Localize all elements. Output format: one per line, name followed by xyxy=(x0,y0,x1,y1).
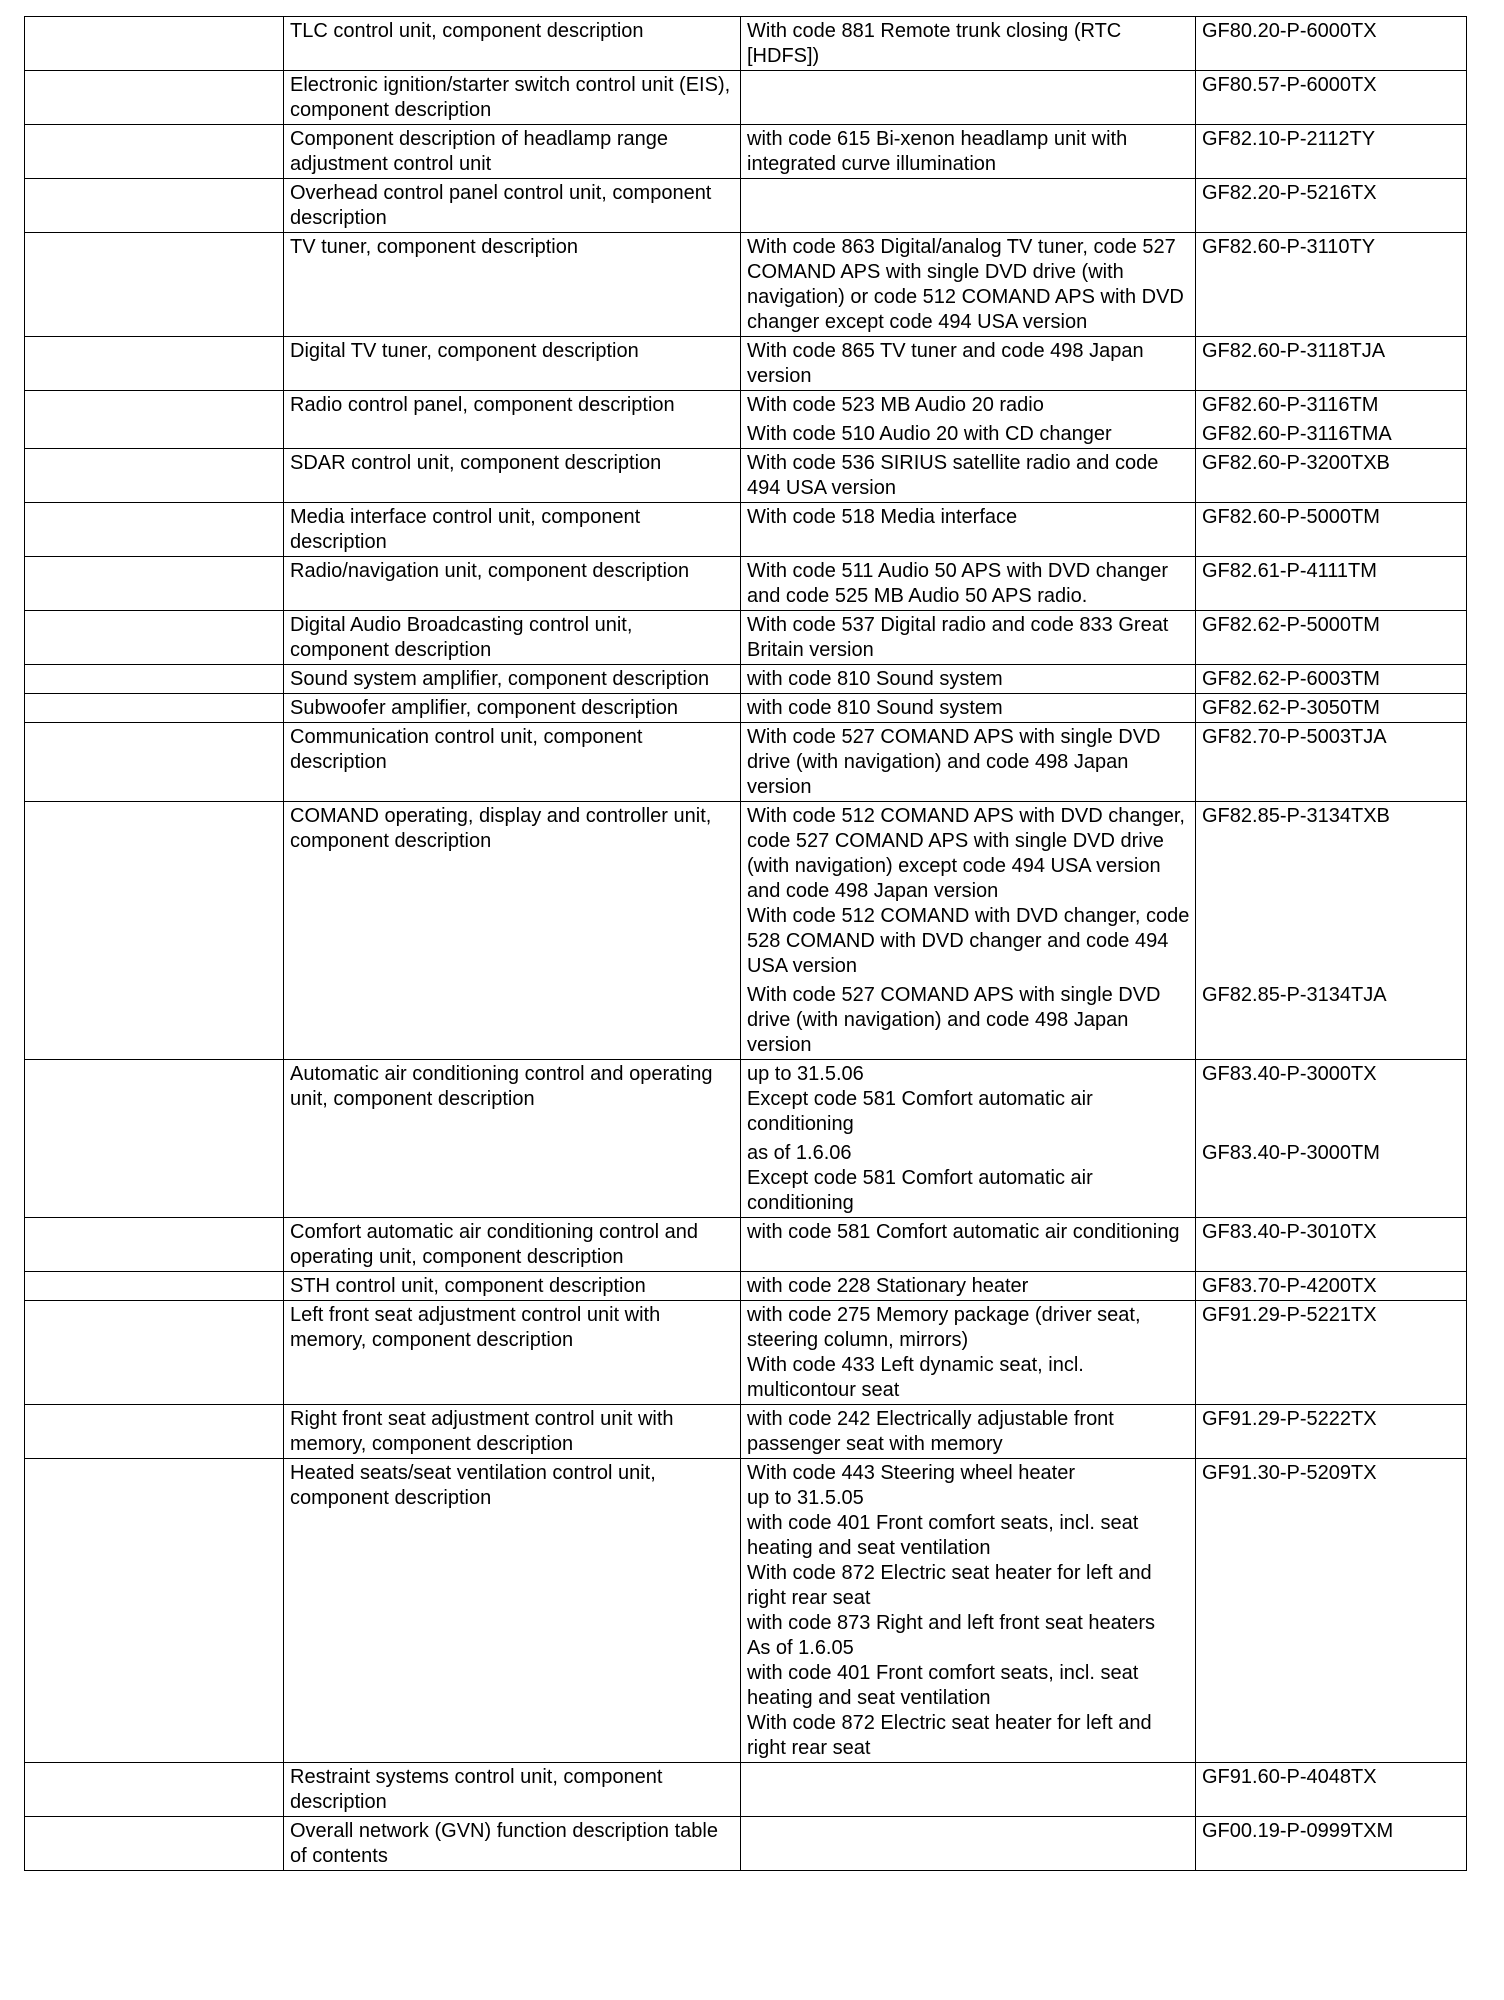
document-number-cell xyxy=(1196,611,1467,665)
table-row xyxy=(25,723,1467,802)
condition-entry xyxy=(747,422,1191,447)
document-number: GF82.20-P-5216TX xyxy=(1202,182,1377,204)
component-cell: Radio/navigation unit, component description xyxy=(284,557,741,611)
table-row xyxy=(25,557,1467,611)
condition-line: with code 242 Electrically adjustable front passenger seat with memory xyxy=(747,1408,1120,1455)
condition-cell xyxy=(741,665,1196,694)
condition-entry xyxy=(747,1141,1191,1216)
blank-cell xyxy=(25,723,284,802)
document-number-cell xyxy=(1196,233,1467,337)
document-number-cell xyxy=(1196,391,1467,449)
document-number-cell xyxy=(1196,449,1467,503)
condition-line: as of 1.6.06 xyxy=(747,1142,852,1164)
document-number-cell xyxy=(1196,1301,1467,1405)
blank-cell xyxy=(25,1218,284,1272)
condition-cell xyxy=(741,1060,1196,1218)
condition-cell xyxy=(741,1405,1196,1459)
condition-line: With code 527 COMAND APS with single DVD drive (with navigation) and code 498 Japan version xyxy=(747,984,1167,1056)
component-cell: SDAR control unit, component description xyxy=(284,449,741,503)
blank-cell xyxy=(25,71,284,125)
table-row xyxy=(25,1459,1467,1763)
condition-line: With code 537 Digital radio and code 833 Great Britain version xyxy=(747,614,1174,661)
condition-entry xyxy=(747,1303,1191,1403)
condition-line: With code 536 SIRIUS satellite radio and code 494 USA version xyxy=(747,452,1164,499)
condition-cell xyxy=(741,1218,1196,1272)
document-number-cell xyxy=(1196,179,1467,233)
blank-cell xyxy=(25,1272,284,1301)
condition-entry xyxy=(747,559,1191,609)
document-number: GF82.61-P-4111TM xyxy=(1202,560,1377,582)
condition-line: With code 872 Electric seat heater for left and right rear seat xyxy=(747,1562,1158,1609)
blank-cell xyxy=(25,337,284,391)
condition-entry xyxy=(747,667,1191,692)
condition-line: With code 510 Audio 20 with CD changer xyxy=(747,423,1112,445)
condition-line: up to 31.5.06 xyxy=(747,1063,864,1085)
condition-line: up to 31.5.05 xyxy=(747,1487,864,1509)
table-row xyxy=(25,1301,1467,1405)
condition-cell xyxy=(741,391,1196,449)
document-number: GF80.57-P-6000TX xyxy=(1202,74,1377,96)
table-row xyxy=(25,802,1467,1060)
condition-entry xyxy=(747,1062,1191,1137)
condition-entry xyxy=(747,1461,1191,1761)
condition-entry xyxy=(747,983,1191,1058)
condition-cell xyxy=(741,17,1196,71)
blank-cell xyxy=(25,802,284,1060)
condition-entry xyxy=(747,1220,1191,1245)
table-row xyxy=(25,1272,1467,1301)
document-number: GF83.40-P-3010TX xyxy=(1202,1221,1377,1243)
condition-cell xyxy=(741,337,1196,391)
document-number-cell xyxy=(1196,503,1467,557)
condition-cell xyxy=(741,71,1196,125)
document-number-cell xyxy=(1196,1459,1467,1763)
condition-entry xyxy=(747,19,1191,69)
condition-entry xyxy=(747,613,1191,663)
table-row xyxy=(25,233,1467,337)
component-cell: Sound system amplifier, component description xyxy=(284,665,741,694)
component-cell: Right front seat adjustment control unit with memory, component description xyxy=(284,1405,741,1459)
document-number: GF82.60-P-3110TY xyxy=(1202,236,1376,258)
condition-line: With code 433 Left dynamic seat, incl. multicontour seat xyxy=(747,1354,1090,1401)
blank-cell xyxy=(25,179,284,233)
table-row xyxy=(25,1817,1467,1871)
component-cell: Heated seats/seat ventilation control unit, component description xyxy=(284,1459,741,1763)
blank-cell xyxy=(25,665,284,694)
condition-cell xyxy=(741,694,1196,723)
blank-cell xyxy=(25,233,284,337)
table-row xyxy=(25,125,1467,179)
document-number-cell xyxy=(1196,1272,1467,1301)
condition-entry xyxy=(747,235,1191,335)
document-number-cell xyxy=(1196,1763,1467,1817)
condition-line: With code 512 COMAND with DVD changer, code 528 COMAND with DVD changer and code 494 USA version xyxy=(747,905,1195,977)
document-number: GF91.60-P-4048TX xyxy=(1202,1766,1377,1788)
condition-line: With code 511 Audio 50 APS with DVD changer and code 525 MB Audio 50 APS radio. xyxy=(747,560,1174,607)
blank-cell xyxy=(25,694,284,723)
document-number: GF91.30-P-5209TX xyxy=(1202,1462,1377,1484)
condition-cell xyxy=(741,1763,1196,1817)
document-number-cell xyxy=(1196,557,1467,611)
table-row xyxy=(25,1060,1467,1218)
condition-cell xyxy=(741,1272,1196,1301)
document-number: GF83.40-P-3000TM xyxy=(1202,1142,1380,1164)
document-number-cell xyxy=(1196,1405,1467,1459)
component-cell: Restraint systems control unit, component description xyxy=(284,1763,741,1817)
condition-entry xyxy=(747,505,1191,530)
condition-entry xyxy=(747,451,1191,501)
condition-cell xyxy=(741,557,1196,611)
condition-cell xyxy=(741,611,1196,665)
component-cell: Component description of headlamp range adjustment control unit xyxy=(284,125,741,179)
document-number: GF82.60-P-3200TXB xyxy=(1202,452,1390,474)
condition-entry xyxy=(747,1407,1191,1457)
document-number: GF82.62-P-5000TM xyxy=(1202,614,1380,636)
table-row xyxy=(25,1405,1467,1459)
condition-entry xyxy=(747,339,1191,389)
condition-line: with code 401 Front comfort seats, incl. seat heating and seat ventilation xyxy=(747,1512,1144,1559)
blank-cell xyxy=(25,391,284,449)
document-number: GF82.60-P-3116TMA xyxy=(1202,423,1392,445)
document-number: GF91.29-P-5221TX xyxy=(1202,1304,1377,1326)
condition-cell xyxy=(741,1459,1196,1763)
document-number: GF82.10-P-2112TY xyxy=(1202,128,1376,150)
document-number-cell xyxy=(1196,337,1467,391)
condition-line: With code 863 Digital/analog TV tuner, code 527 COMAND APS with single DVD drive (with navigation) or code 512 COMAND APS with DVD changer except code 494 USA version xyxy=(747,236,1190,333)
condition-line: With code 518 Media interface xyxy=(747,506,1018,528)
component-cell: COMAND operating, display and controller unit, component description xyxy=(284,802,741,1060)
document-number: GF82.62-P-3050TM xyxy=(1202,697,1380,719)
condition-cell xyxy=(741,125,1196,179)
document-number-cell xyxy=(1196,665,1467,694)
component-cell: Subwoofer amplifier, component description xyxy=(284,694,741,723)
component-cell: Communication control unit, component description xyxy=(284,723,741,802)
blank-cell xyxy=(25,1459,284,1763)
condition-entry xyxy=(747,725,1191,800)
table-body xyxy=(25,17,1467,1871)
blank-cell xyxy=(25,611,284,665)
condition-cell xyxy=(741,1301,1196,1405)
document-number: GF00.19-P-0999TXM xyxy=(1202,1820,1394,1842)
condition-line: with code 275 Memory package (driver seat, steering column, mirrors) xyxy=(747,1304,1147,1351)
condition-line: [HDFS]) xyxy=(747,45,820,67)
document-number-cell xyxy=(1196,71,1467,125)
condition-cell xyxy=(741,179,1196,233)
table-row xyxy=(25,337,1467,391)
document-number-cell xyxy=(1196,1218,1467,1272)
table-row xyxy=(25,1763,1467,1817)
component-cell: TV tuner, component description xyxy=(284,233,741,337)
condition-line: with code 615 Bi-xenon headlamp unit with integrated curve illumination xyxy=(747,128,1133,175)
condition-cell xyxy=(741,723,1196,802)
document-number-cell xyxy=(1196,723,1467,802)
condition-cell xyxy=(741,503,1196,557)
condition-line: Except code 581 Comfort automatic air conditioning xyxy=(747,1167,1099,1214)
component-cell: STH control unit, component description xyxy=(284,1272,741,1301)
document-number: GF82.60-P-3116TM xyxy=(1202,394,1379,416)
condition-line: with code 810 Sound system xyxy=(747,668,1003,690)
table-row xyxy=(25,503,1467,557)
condition-line: With code 872 Electric seat heater for left and right rear seat xyxy=(747,1712,1158,1759)
condition-line: With code 512 COMAND APS with DVD changer, code 527 COMAND APS with single DVD drive (with navigation) except code 494 USA version and code 498 Japan version xyxy=(747,805,1191,902)
table-row xyxy=(25,611,1467,665)
condition-cell xyxy=(741,449,1196,503)
condition-entry xyxy=(747,1274,1191,1299)
condition-line: with code 810 Sound system xyxy=(747,697,1003,719)
condition-cell xyxy=(741,802,1196,1060)
blank-cell xyxy=(25,1763,284,1817)
component-document-table xyxy=(24,16,1467,1871)
table-row xyxy=(25,694,1467,723)
condition-line: With code 443 Steering wheel heater xyxy=(747,1462,1075,1484)
table-row xyxy=(25,1218,1467,1272)
document-number: GF82.60-P-5000TM xyxy=(1202,506,1380,528)
condition-line: Except code 581 Comfort automatic air conditioning xyxy=(747,1088,1099,1135)
component-cell: Electronic ignition/starter switch control unit (EIS), component description xyxy=(284,71,741,125)
condition-line: As of 1.6.05 xyxy=(747,1637,854,1659)
table-row xyxy=(25,449,1467,503)
document-number: GF82.85-P-3134TJA xyxy=(1202,984,1387,1006)
component-cell: Radio control panel, component description xyxy=(284,391,741,449)
document-number: GF91.29-P-5222TX xyxy=(1202,1408,1377,1430)
component-cell: Automatic air conditioning control and operating unit, component description xyxy=(284,1060,741,1218)
component-cell: Comfort automatic air conditioning control and operating unit, component description xyxy=(284,1218,741,1272)
blank-cell xyxy=(25,1060,284,1218)
blank-cell xyxy=(25,1301,284,1405)
blank-cell xyxy=(25,557,284,611)
document-number: GF82.60-P-3118TJA xyxy=(1202,340,1386,362)
document-number: GF83.40-P-3000TX xyxy=(1202,1063,1377,1085)
condition-line: With code 527 COMAND APS with single DVD drive (with navigation) and code 498 Japan version xyxy=(747,726,1167,798)
component-cell: Media interface control unit, component description xyxy=(284,503,741,557)
condition-cell xyxy=(741,233,1196,337)
blank-cell xyxy=(25,1817,284,1871)
component-cell: Overall network (GVN) function description table of contents xyxy=(284,1817,741,1871)
component-cell: Left front seat adjustment control unit with memory, component description xyxy=(284,1301,741,1405)
condition-entry xyxy=(747,696,1191,721)
document-number-cell xyxy=(1196,1817,1467,1871)
table-row xyxy=(25,665,1467,694)
document-number-cell xyxy=(1196,802,1467,1060)
condition-line: With code 881 Remote trunk closing (RTC xyxy=(747,20,1122,42)
document-number-cell xyxy=(1196,694,1467,723)
document-number: GF80.20-P-6000TX xyxy=(1202,20,1377,42)
document-number: GF82.62-P-6003TM xyxy=(1202,668,1380,690)
component-cell: Digital Audio Broadcasting control unit, component description xyxy=(284,611,741,665)
condition-entry xyxy=(747,393,1191,418)
condition-line: with code 228 Stationary heater xyxy=(747,1275,1029,1297)
document-number: GF83.70-P-4200TX xyxy=(1202,1275,1377,1297)
component-cell: Digital TV tuner, component description xyxy=(284,337,741,391)
condition-cell xyxy=(741,1817,1196,1871)
condition-line: With code 865 TV tuner and code 498 Japan version xyxy=(747,340,1150,387)
condition-entry xyxy=(747,804,1195,979)
document-number-cell xyxy=(1196,17,1467,71)
condition-line: with code 873 Right and left front seat heaters xyxy=(747,1612,1156,1634)
blank-cell xyxy=(25,125,284,179)
document-number: GF82.85-P-3134TXB xyxy=(1202,805,1390,827)
component-cell: TLC control unit, component description xyxy=(284,17,741,71)
blank-cell xyxy=(25,1405,284,1459)
table-row xyxy=(25,391,1467,449)
table-row xyxy=(25,179,1467,233)
component-cell: Overhead control panel control unit, component description xyxy=(284,179,741,233)
table-row xyxy=(25,17,1467,71)
document-number-cell xyxy=(1196,125,1467,179)
blank-cell xyxy=(25,503,284,557)
condition-line: With code 523 MB Audio 20 radio xyxy=(747,394,1044,416)
document-number: GF82.70-P-5003TJA xyxy=(1202,726,1387,748)
condition-line: with code 581 Comfort automatic air conditioning xyxy=(747,1221,1180,1243)
table-row xyxy=(25,71,1467,125)
blank-cell xyxy=(25,449,284,503)
blank-cell xyxy=(25,17,284,71)
document-number-cell xyxy=(1196,1060,1467,1218)
condition-line: with code 401 Front comfort seats, incl. seat heating and seat ventilation xyxy=(747,1662,1144,1709)
condition-entry xyxy=(747,127,1191,177)
